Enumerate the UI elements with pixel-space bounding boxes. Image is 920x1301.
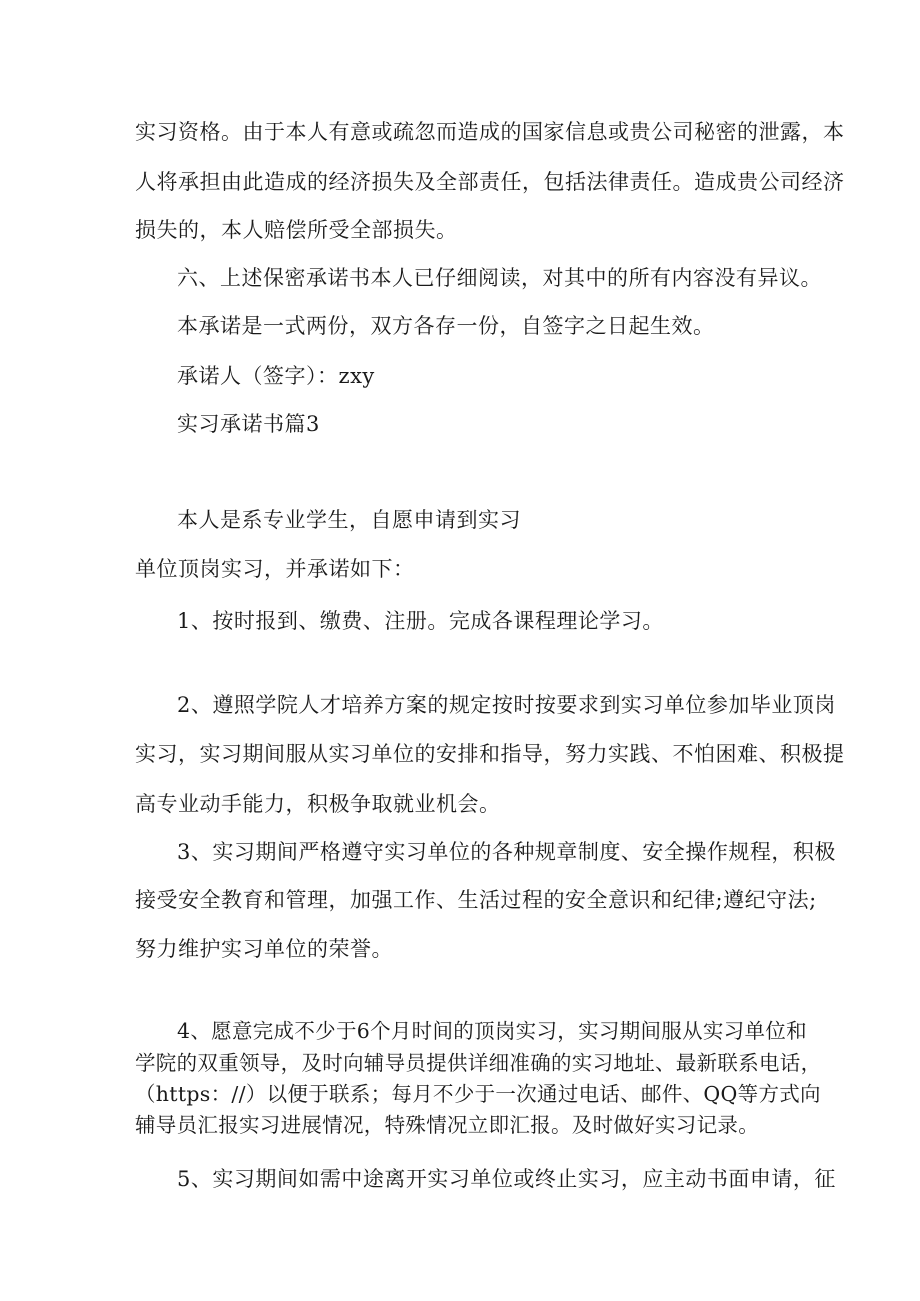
text-line: 六、上述保密承诺书本人已仔细阅读，对其中的所有内容没有异议。 <box>177 266 822 290</box>
list-item: 3、实习期间严格遵守实习单位的各种规章制度、安全操作规程，积极 <box>177 840 836 864</box>
text-line: （https：//）以便于联系；每月不少于一次通过电话、邮件、QQ等方式向 <box>135 1082 821 1106</box>
text-line: 人将承担由此造成的经济损失及全部责任，包括法律责任。造成贵公司经济 <box>135 170 845 194</box>
list-item: 1、按时报到、缴费、注册。完成各课程理论学习。 <box>177 609 664 633</box>
text-line: 实习，实习期间服从实习单位的安排和指导，努力实践、不怕困难、积极提 <box>135 742 845 766</box>
text-line: 本承诺是一式两份，双方各存一份，自签字之日起生效。 <box>177 314 715 338</box>
text-line: 努力维护实习单位的荣誉。 <box>135 937 393 961</box>
text-line: 实习资格。由于本人有意或疏忽而造成的国家信息或贵公司秘密的泄露，本 <box>135 120 845 144</box>
text-line: 本人是系专业学生，自愿申请到实习 <box>177 508 521 532</box>
text-line: 辅导员汇报实习进展情况，特殊情况立即汇报。及时做好实习记录。 <box>135 1113 759 1137</box>
list-item: 2、遵照学院人才培养方案的规定按时按要求到实习单位参加毕业顶岗 <box>177 693 836 717</box>
list-item: 4、愿意完成不少于6个月时间的顶岗实习，实习期间服从实习单位和 <box>177 1019 807 1043</box>
list-item: 5、实习期间如需中途离开实习单位或终止实习，应主动书面申请，征 <box>177 1167 836 1191</box>
text-line: 接受安全教育和管理，加强工作、生活过程的安全意识和纪律;遵纪守法; <box>135 888 817 912</box>
signature-line: 承诺人（签字）：zxy <box>177 364 375 388</box>
section-heading: 实习承诺书篇3 <box>177 412 320 436</box>
text-line: 损失的，本人赔偿所受全部损失。 <box>135 218 458 242</box>
text-line: 单位顶岗实习，并承诺如下： <box>135 557 415 581</box>
text-line: 学院的双重领导，及时向辅导员提供详细准确的实习地址、最新联系电话， <box>135 1051 822 1075</box>
text-line: 高专业动手能力，积极争取就业机会。 <box>135 792 501 816</box>
